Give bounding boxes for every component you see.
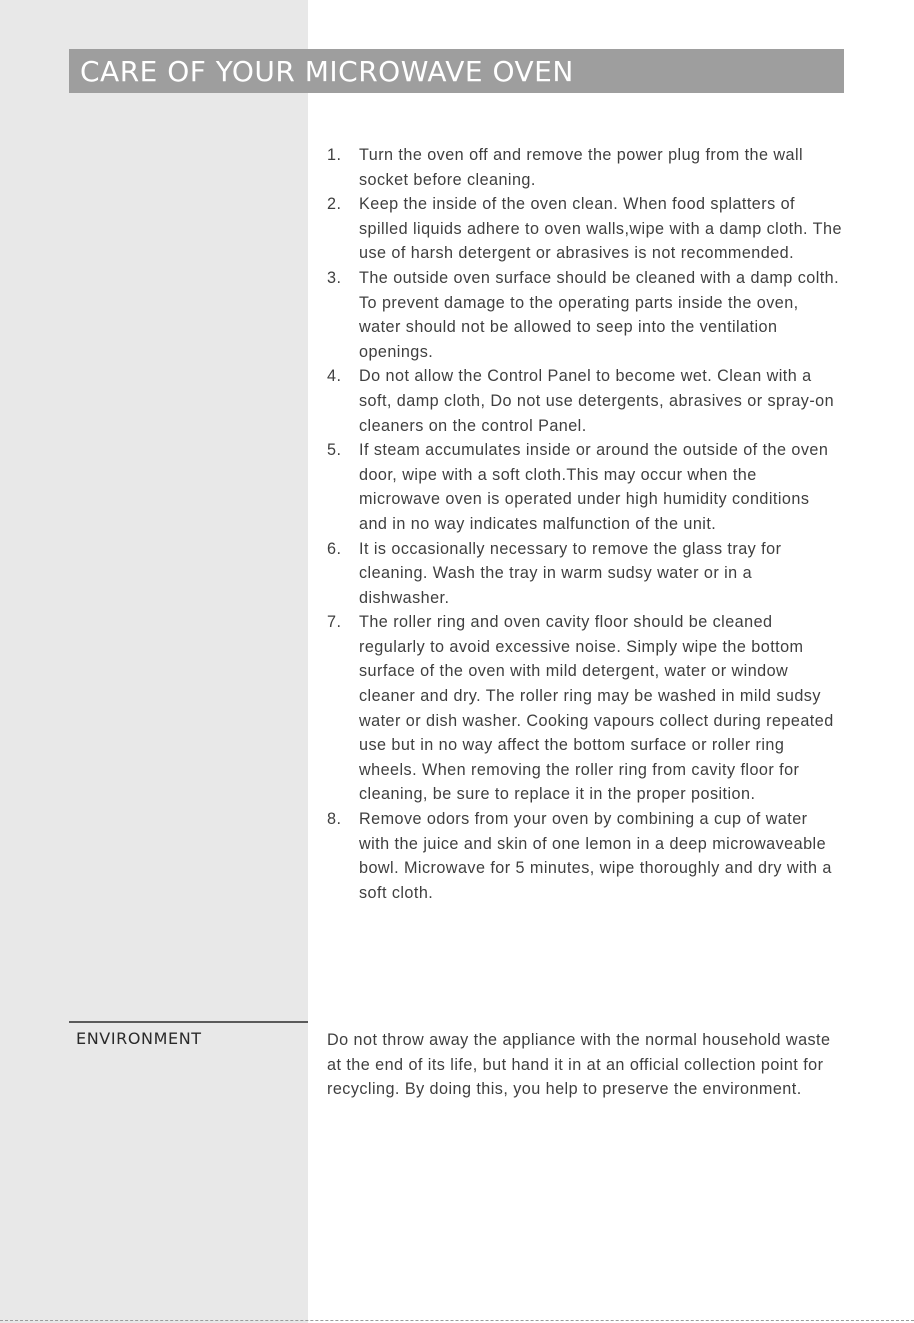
list-item-number: 6. (327, 539, 342, 558)
list-item (327, 266, 842, 364)
list-item-text: The outside oven surface should be cleaned with a damp colth. To prevent damage to the operating parts inside the oven, water should not be allowed to seep into the ventilation openings. (359, 268, 840, 361)
list-item (327, 438, 842, 536)
environment-heading: ENVIRONMENT (76, 1029, 202, 1048)
list-item-text: Keep the inside of the oven clean. When food splatters of spilled liquids adhere to oven walls,wipe with a damp cloth. The use of harsh detergent or abrasives is not recommended. (359, 195, 842, 263)
list-item (327, 537, 842, 611)
environment-paragraph: Do not throw away the appliance with the normal household waste at the end of its life, but hand it in at an official collection point for recycling. By doing this, you help to preserve the environment. (327, 1031, 831, 1099)
list-item (327, 610, 842, 807)
list-item-number: 1. (327, 146, 342, 164)
care-instructions-list (327, 143, 842, 905)
list-item-number: 2. (327, 195, 342, 214)
environment-divider (69, 1021, 308, 1023)
list-item-text: Do not allow the Control Panel to become wet. Clean with a soft, damp cloth, Do not use detergents, abrasives or spray-on cleaners on the control Panel. (359, 367, 835, 435)
list-item-text: The roller ring and oven cavity floor should be cleaned regularly to avoid excessive noise. Simply wipe the bottom surface of the oven with mild detergent, water or window cleaner and dry. The roller ring may be washed in mild sudsy water or dish washer. Cooking vapours collect during repeated use but in no way affect the bottom surface or roller ring wheels. When removing the roller ring from cavity floor for cleaning, be sure to replace it in the proper position. (359, 613, 834, 804)
list-item (327, 364, 842, 438)
list-item-number: 3. (327, 268, 342, 287)
list-item-number: 5. (327, 441, 342, 460)
page-title: CARE OF YOUR MICROWAVE OVEN (80, 54, 574, 88)
list-item-number: 4. (327, 367, 342, 386)
list-item (327, 143, 842, 192)
section-title-bar (69, 49, 844, 93)
page-bottom-edge (0, 1320, 914, 1321)
list-item (327, 192, 842, 266)
list-item-text: Remove odors from your oven by combining a cup of water with the juice and skin of one lemon in a deep microwaveable bowl. Microwave for 5 minutes, wipe thoroughly and dry with a soft cloth. (359, 810, 832, 902)
sidebar-background (0, 0, 308, 1323)
list-item-text: Turn the oven off and remove the power plug from the wall socket before cleaning. (359, 146, 804, 189)
list-item-text: It is occasionally necessary to remove the glass tray for cleaning. Wash the tray in warm sudsy water or in a dishwasher. (359, 539, 782, 607)
list-item-text: If steam accumulates inside or around the outside of the oven door, wipe with a soft cloth.This may occur when the microwave oven is operated under high humidity conditions and in no way indicates malfunction of the unit. (359, 441, 829, 533)
list-item (327, 807, 842, 905)
list-item-number: 8. (327, 810, 342, 829)
list-item-number: 7. (327, 613, 342, 632)
